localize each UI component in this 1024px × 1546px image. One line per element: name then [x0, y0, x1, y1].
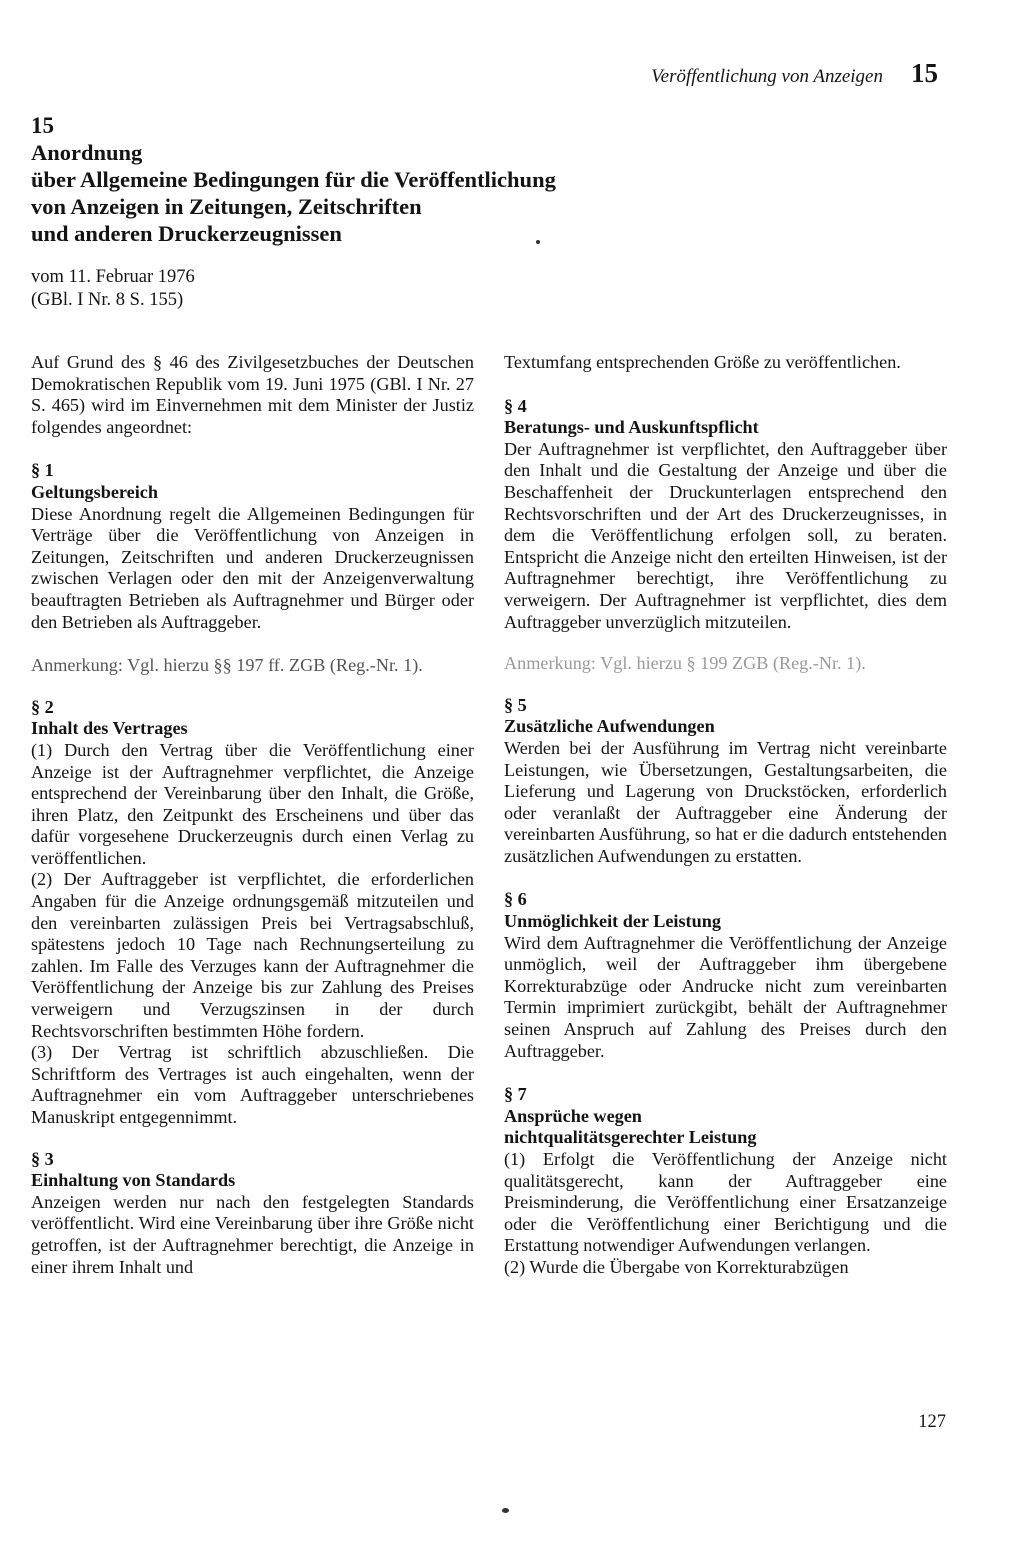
title-block [31, 112, 671, 247]
page-number: 127 [918, 1412, 946, 1432]
section-number: § 4 [504, 395, 527, 416]
section-paragraph: (1) Erfolgt die Veröffentlichung der Anzeige nicht qualitätsgerecht, kann der Auftraggeber eine Preisminderung, die Veröffentlichung einer Ersatzanzeige oder die Veröffentlichung einer Berichtigung und die Erstattung notwendiger Aufwendungen verlangen. [504, 1149, 947, 1256]
section-text: Der Auftragnehmer ist verpflichtet, den Auftraggeber über den Inhalt und die Gestaltung der Anzeige und über die Beschaffenheit der Druckunterlagen entsprechend den Rechtsvorschriften und der Art des Druckerzeugnisses, in dem die Veröffentlichung erfolgen soll, zu beraten. Entspricht die Anzeige nicht den erteilten Hinweisen, ist der Auftragnehmer berechtigt, ihre Veröffentlichung zu verweigern. Der Auftragnehmer ist verpflichtet, dies dem Auftraggeber unverzüglich mitzuteilen. [504, 438, 947, 632]
print-speck [536, 240, 540, 244]
section-number: § 2 [31, 696, 54, 717]
continued-text: Textumfang entsprechenden Größe zu veröffentlichen. [504, 352, 901, 372]
law-title-line: Anordnung [31, 140, 143, 165]
section-text: Wird dem Auftragnehmer die Veröffentlichung der Anzeige unmöglich, weil der Auftraggeber ihm übergebene Korrekturabzüge oder Andrucke nicht zum vereinbarten Termin imprimiert zurückgibt, behält der Auftragnehmer seinen Anspruch auf Zahlung des Preises durch den Auftraggeber. [504, 932, 947, 1061]
print-speck [502, 1508, 509, 1513]
law-title-line: von Anzeigen in Zeitungen, Zeitschriften [31, 194, 422, 219]
section-text: Werden bei der Ausführung im Vertrag nicht vereinbarte Leistungen, wie Übersetzungen, Gestaltungsarbeiten, die Lieferung und Lagerung von Druckstöcken, erforderlich oder veranlaßt der Auftraggeber eine Änderung der vereinbarten Ausführung, so hat er die dadurch entstehenden zusätzlichen Aufwendungen zu erstatten. [504, 737, 947, 866]
section-title: Einhaltung von Standards [31, 1170, 236, 1191]
section-title: Unmöglichkeit der Leistung [504, 911, 721, 932]
publication-meta [31, 266, 195, 312]
section-number: § 7 [504, 1084, 527, 1105]
section-paragraph: (3) Der Vertrag ist schriftlich abzuschließen. Die Schriftform des Vertrages ist auch eingehalten, wenn der Auftragnehmer ein vom Auftraggeber unterschriebenes Manuskript entgegennimmt. [31, 1042, 474, 1127]
running-title: Veröffentlichung von Anzeigen [651, 66, 883, 87]
law-title [31, 139, 671, 247]
running-head [651, 58, 938, 89]
section-title: Beratungs- und Auskunftspflicht [504, 417, 759, 438]
section-title: Geltungsbereich [31, 481, 158, 502]
section-title: Zusätzliche Aufwendungen [504, 716, 715, 737]
section-number: § 6 [504, 889, 527, 910]
section-text: Anzeigen werden nur nach den festgelegten Standards veröffentlicht. Wird eine Vereinbarung über ihre Größe nicht getroffen, ist der Auftragnehmer berechtigt, die Anzeige in einer ihrem Inhalt und [31, 1191, 474, 1277]
left-column [31, 352, 474, 1278]
chapter-number: 15 [911, 58, 938, 88]
publication-date: vom 11. Februar 1976 [31, 267, 195, 287]
section-title: Inhalt des Vertrages [31, 718, 188, 739]
section-number: § 5 [504, 694, 527, 715]
law-number: 15 [31, 113, 54, 138]
publication-source: (GBl. I Nr. 8 S. 155) [31, 290, 184, 310]
section-title: nichtqualitätsgerechter Leistung [504, 1127, 757, 1148]
law-title-line: und anderen Druckerzeugnissen [31, 221, 342, 246]
section-number: § 1 [31, 460, 54, 481]
preamble: Auf Grund des § 46 des Zivilgesetzbuches der Deutschen Demokratischen Republik vom 19. Juni 1975 (GBl. I Nr. 27 S. 465) wird im Einvernehmen mit dem Minister der Justiz folgendes angeordnet: [31, 352, 474, 437]
section-paragraph: (2) Der Auftraggeber ist verpflichtet, die erforderlichen Angaben für die Anzeige ordnungsgemäß mitzuteilen und den vereinbarten zulässigen Preis bei Vertragsabschluß, spätestens jedoch 10 Tage nach Rechnungserteilung zu zahlen. Im Falle des Verzuges kann der Auftragnehmer die Veröffentlichung der Anzeige bis zur Zahlung des Preises verweigern und Verzugszinsen in der durch Rechtsvorschriften bestimmten Höhe fordern. [31, 869, 474, 1041]
section-title: Ansprüche wegen [504, 1105, 642, 1126]
section-paragraph: (1) Durch den Vertrag über die Veröffentlichung einer Anzeige ist der Auftragnehmer verpflichtet, die Anzeige entsprechend der Vereinbarung über den Inhalt, die Größe, ihren Platz, den Zeitpunkt des Erscheinens und über das dafür vorgesehene Druckerzeugnis durch einen Verlag zu veröffentlichen. [31, 739, 474, 868]
law-title-line: über Allgemeine Bedingungen für die Veröffentlichung [31, 167, 556, 192]
section-note: Anmerkung: Vgl. hierzu § 199 ZGB (Reg.-Nr. 1). [504, 653, 866, 674]
section-note: Anmerkung: Vgl. hierzu §§ 197 ff. ZGB (Reg.-Nr. 1). [31, 655, 423, 676]
right-column [504, 352, 947, 1279]
section-text: Diese Anordnung regelt die Allgemeinen Bedingungen für Verträge über die Veröffentlichung von Anzeigen in Zeitungen, Zeitschriften und anderen Druckerzeugnissen zwischen Verlagen oder den mit der Anzeigenverwaltung beauftragten Betrieben als Auftragnehmer und Bürger oder den Betrieben als Auftraggeber. [31, 503, 474, 632]
section-paragraph: (2) Wurde die Übergabe von Korrekturabzügen [504, 1256, 849, 1277]
section-number: § 3 [31, 1148, 54, 1169]
